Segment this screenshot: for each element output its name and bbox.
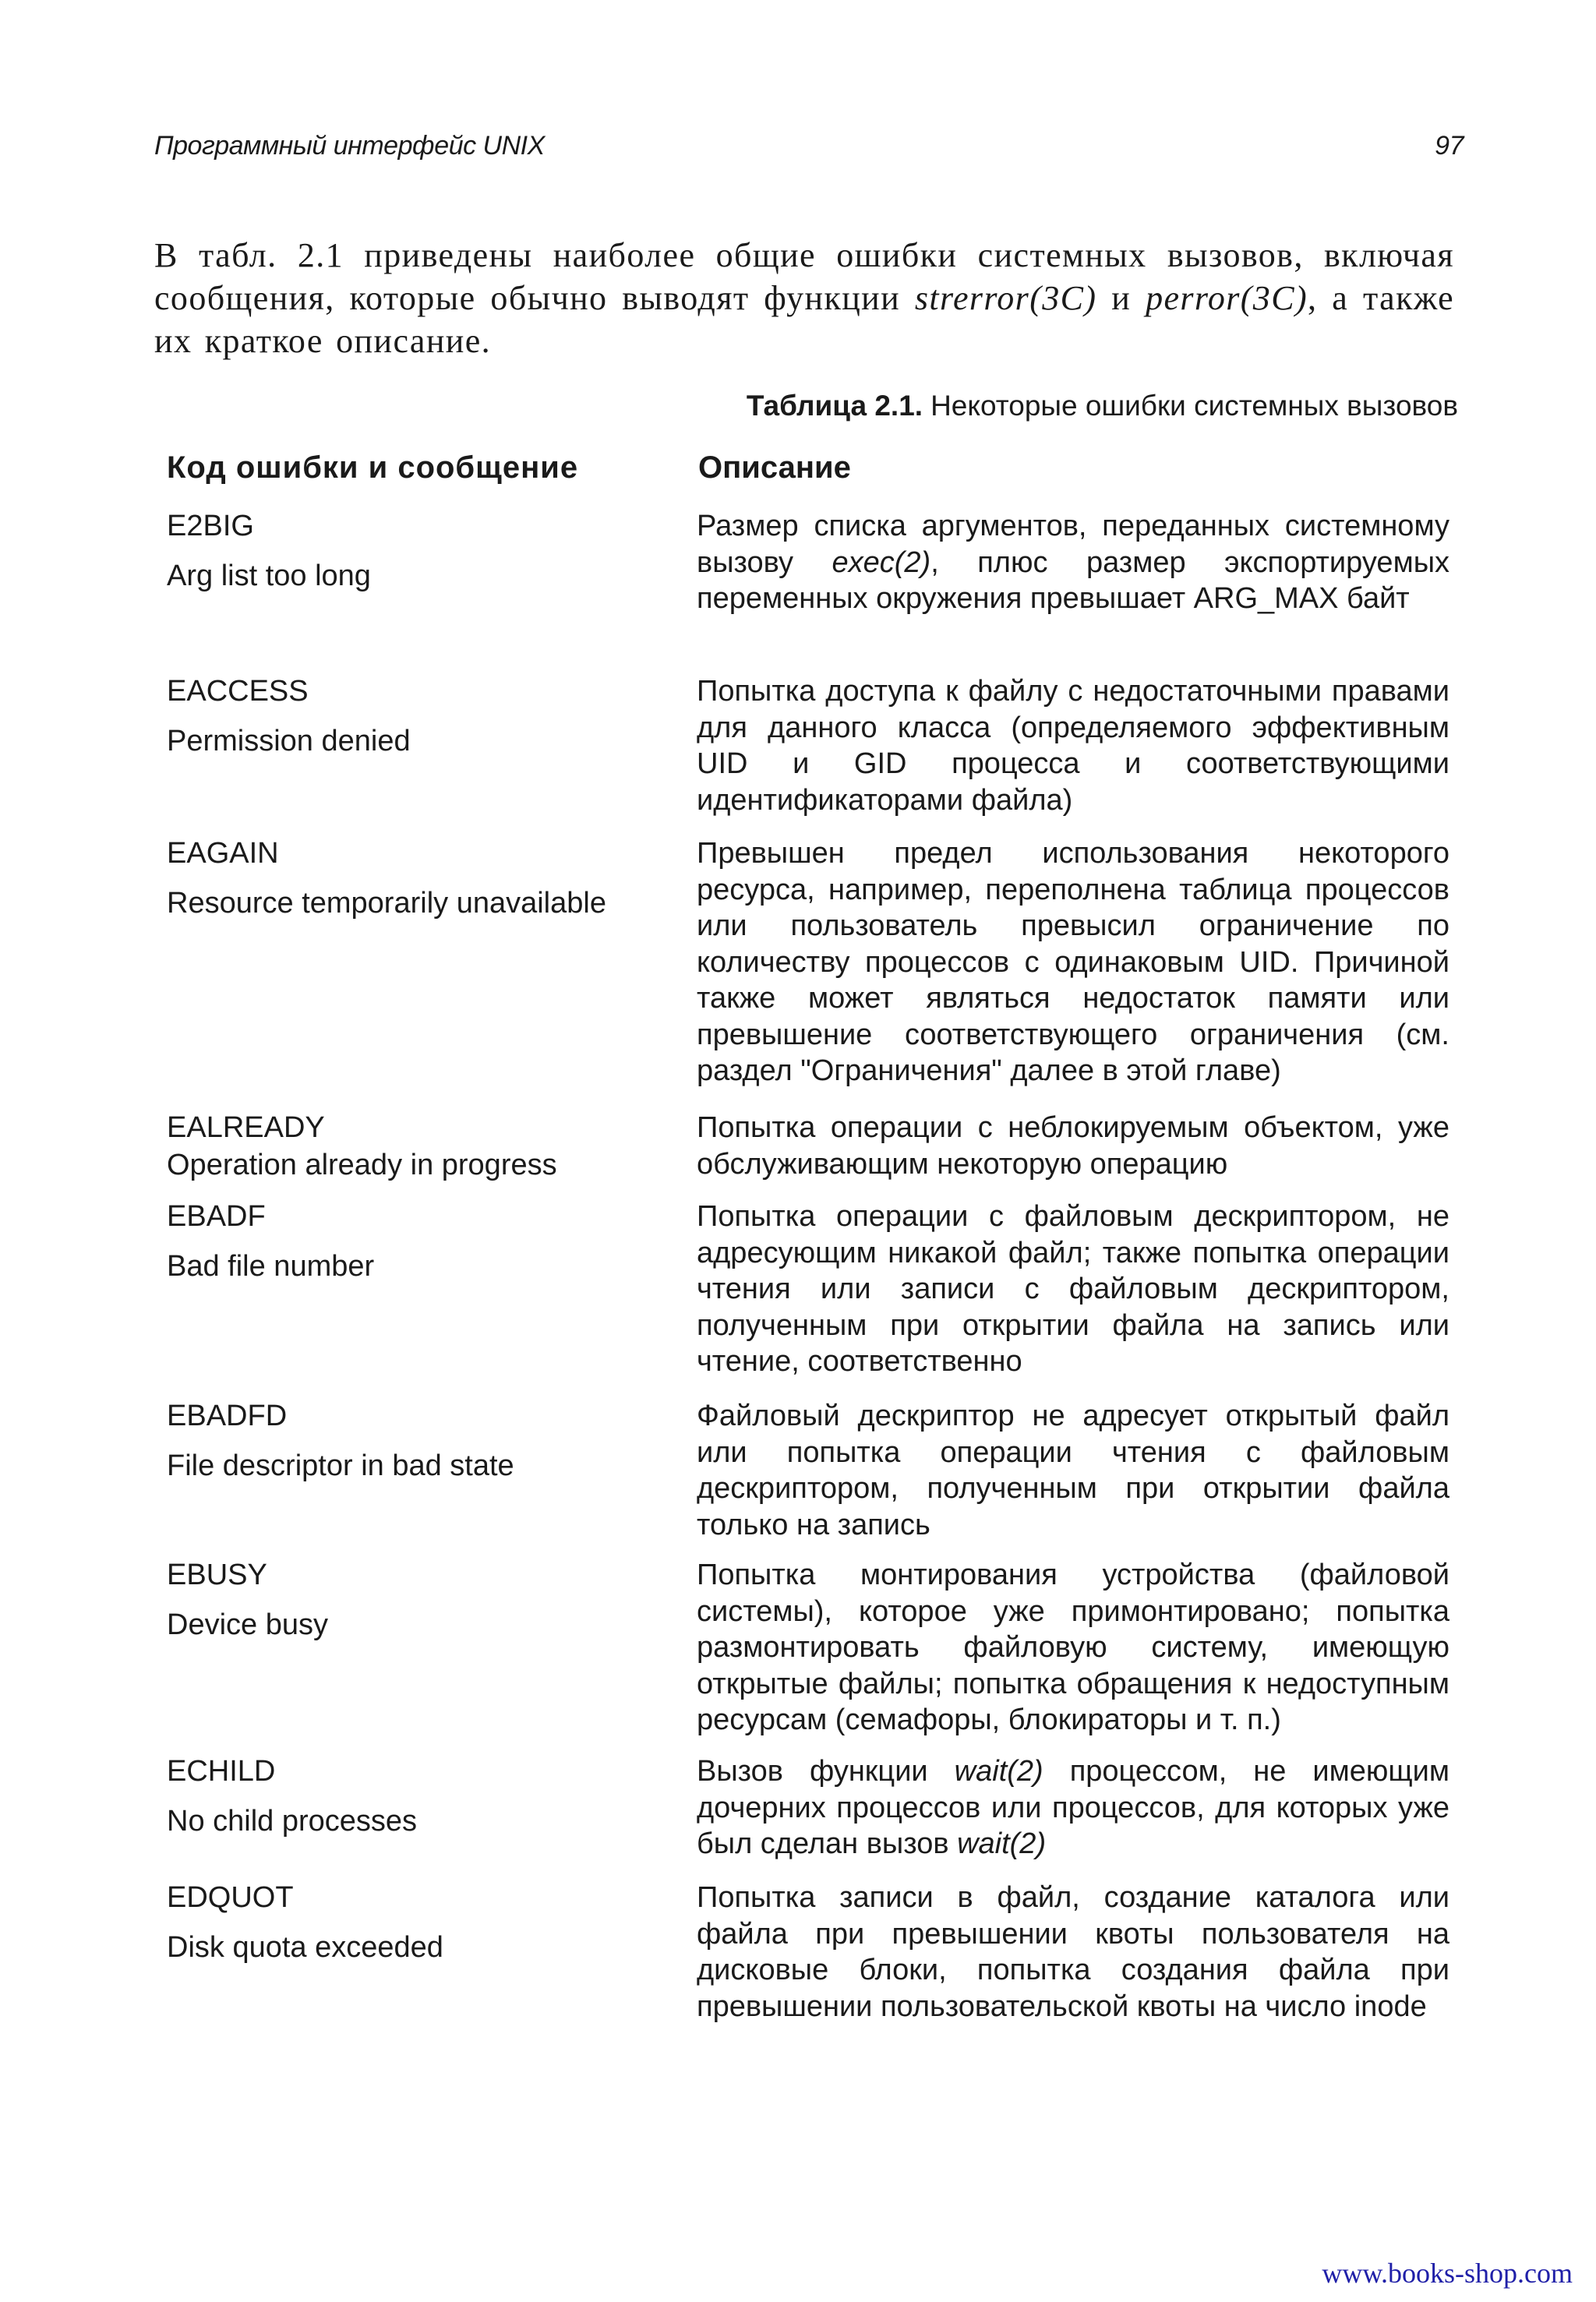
table-header-row	[167, 450, 1460, 489]
error-code: EALREADY	[167, 1111, 325, 1144]
error-message: Device busy	[167, 1608, 328, 1641]
intro-func-strerror: strerror(3C)	[914, 279, 1097, 317]
error-message: Arg list too long	[167, 560, 371, 592]
error-code: EDQUOT	[167, 1881, 294, 1914]
intro-paragraph	[154, 234, 1454, 362]
error-message: Disk quota exceeded	[167, 1931, 443, 1964]
table-row-ebadfd	[167, 1398, 1460, 1557]
error-description: Попытка операции с неблокируемым объектом, уже обслуживающим некоторую операцию	[697, 1111, 1449, 1181]
error-description: Размер списка аргументов, переданных системному вызову exec(2), плюс размер экспортируемых переменных окружения превышает ARG_MAX байт	[697, 510, 1449, 615]
error-description: Попытка записи в файл, создание каталога или файла при превышении квоты пользователя на дисковые блоки, попытка создания файла при превышении пользовательской квоты на число inode	[697, 1881, 1449, 2023]
func-wait: wait(2)	[954, 1755, 1043, 1788]
error-description: Вызов функции wait(2) процессом, не имеющим дочерних процессов или процессов, для которых уже был сделан вызов wait(2)	[697, 1755, 1450, 1860]
error-code: EBADFD	[167, 1400, 288, 1432]
error-message: Resource temporarily unavailable	[167, 887, 606, 920]
func-wait: wait(2)	[957, 1827, 1047, 1860]
error-message: Operation already in progress	[167, 1149, 557, 1181]
column-header-description: Описание	[698, 450, 851, 485]
intro-text-1: В табл. 2.1 приведены наиболее общие ошибки системных вызовов, включая сообщения, которые обычно выводят функции	[154, 236, 1454, 317]
error-code: E2BIG	[167, 510, 254, 542]
error-description: Попытка операции с файловым дескриптором, не адресующим никакой файл; также попытка операции чтения или записи с файловым дескриптором, полученным при открытии файла на запись или чтение, соответственно	[697, 1200, 1449, 1378]
table-caption-label: Таблица 2.1.	[746, 390, 923, 422]
intro-text-3: , а также их краткое описание.	[154, 279, 1455, 360]
table-row-eagain	[167, 835, 1460, 1110]
error-description: Попытка монтирования устройства (файловой системы), которое уже примонтировано; попытка размонтировать файловую систему, имеющую открытые файлы; попытка обращения к недоступным ресурсам (семафоры, блокираторы и т. п.)	[697, 1559, 1449, 1736]
table-caption-text: Некоторые ошибки системных вызовов	[930, 390, 1458, 422]
column-header-code: Код ошибки и сообщение	[167, 450, 579, 485]
error-description: Превышен предел использования некоторого ресурса, например, переполнена таблица процессов или пользователь превысил ограничение по количеству процессов с одинаковым UID. Причиной также может являться недостаток памяти или превышение соответствующего ограничения (см. раздел "Ограничения" далее в этой главе)	[697, 837, 1449, 1087]
table-row-ebusy	[167, 1557, 1460, 1753]
error-description: Файловый дескриптор не адресует открытый файл или попытка операции чтения с файловым дескриптором, полученным при открытии файла только на запись	[697, 1400, 1449, 1541]
table-row-ebadf	[167, 1199, 1460, 1398]
footer-link[interactable]: www.books-shop.com	[1322, 2258, 1573, 2289]
error-message: No child processes	[167, 1805, 418, 1838]
error-code: EACCESS	[167, 675, 309, 708]
func-exec: exec(2)	[832, 545, 931, 579]
intro-text-2: и	[1096, 279, 1146, 317]
error-message: File descriptor in bad state	[167, 1449, 514, 1482]
error-code: EAGAIN	[167, 837, 279, 870]
error-code: ECHILD	[167, 1755, 276, 1788]
table-row-echild	[167, 1753, 1460, 1880]
table-row-e2big	[167, 508, 1460, 673]
error-code: EBADF	[167, 1200, 266, 1233]
table-row-edquot	[167, 1880, 1460, 2082]
error-code: EBUSY	[167, 1559, 267, 1591]
error-description: Попытка доступа к файлу с недостаточными правами для данного класса (определяемого эффективным UID и GID процесса и соответствующими идентификаторами файла)	[697, 675, 1449, 817]
intro-func-perror: perror(3C)	[1146, 279, 1308, 317]
table-row-ealready	[167, 1110, 1460, 1199]
running-title: Программный интерфейс UNIX	[154, 131, 545, 161]
error-table	[167, 508, 1460, 2082]
table-row-eaccess	[167, 673, 1460, 835]
error-message: Bad file number	[167, 1250, 375, 1283]
page-number: 97	[1435, 131, 1464, 161]
error-message: Permission denied	[167, 725, 411, 757]
table-caption	[659, 390, 1458, 422]
